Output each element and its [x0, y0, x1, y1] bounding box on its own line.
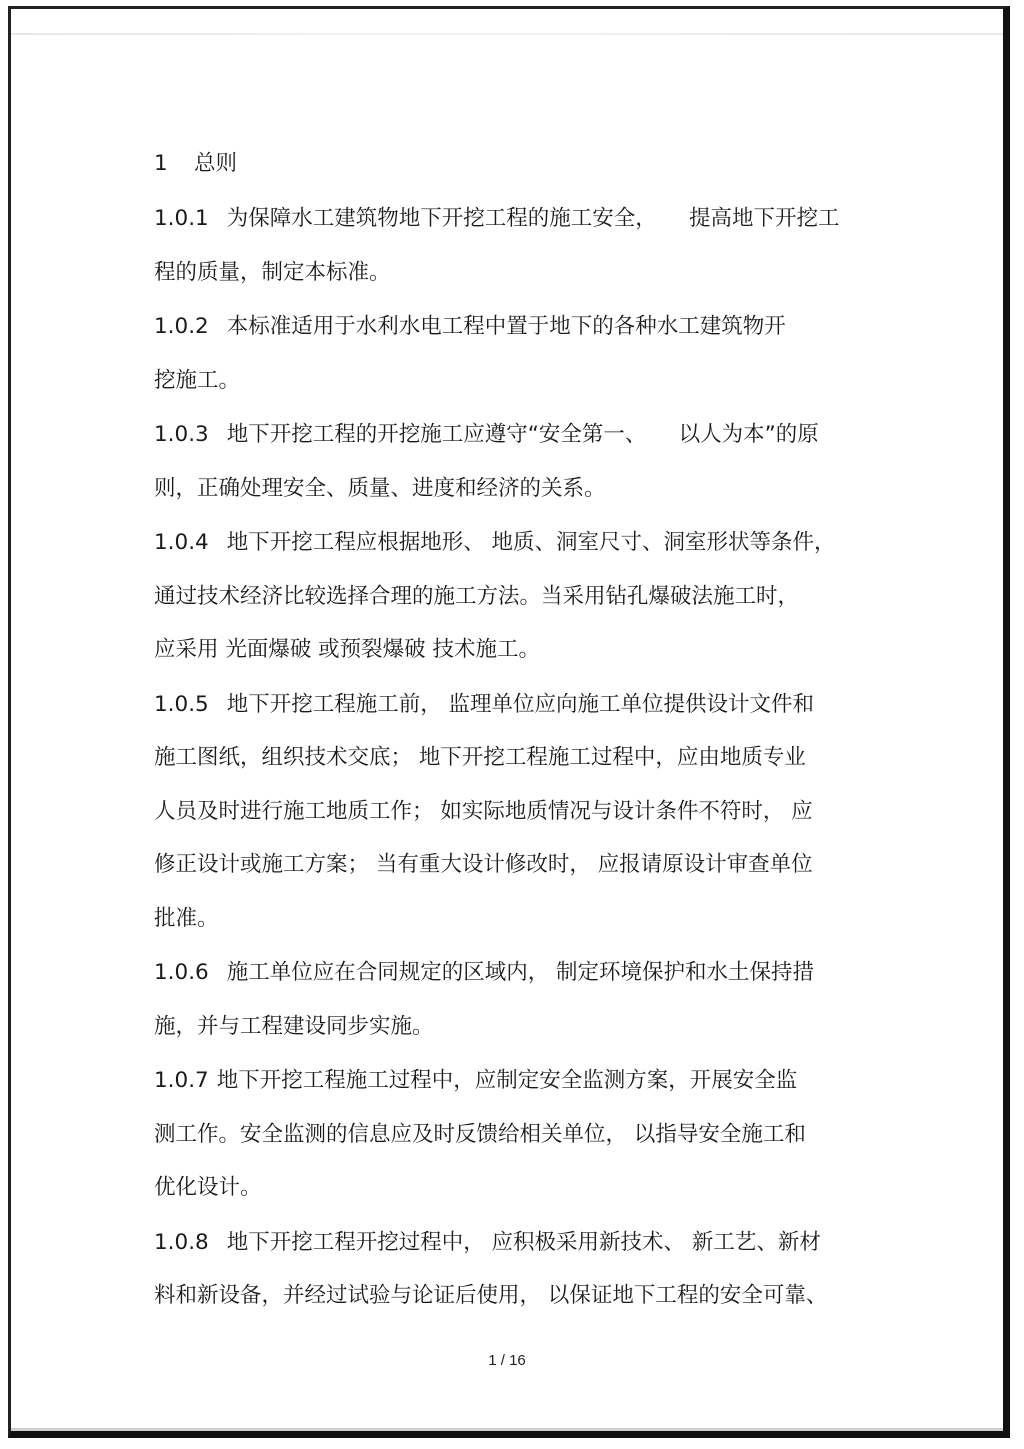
- clause-text-line: 地下开挖工程的开挖施工应遵守“安全第一、 以人为本”的原: [226, 422, 819, 447]
- clause-text-line: 优化设计。: [154, 1175, 262, 1200]
- clause-text-line: 应采用 光面爆破 或预裂爆破 技术施工。: [154, 637, 541, 662]
- clause-number: 1.0.3: [154, 422, 209, 447]
- clause-text-line: 施，并与工程建设同步实施。: [154, 1013, 434, 1039]
- document-page: [8, 6, 1010, 1438]
- clause-text-line: 地下开挖工程开挖过程中， 应积极采用新技术、 新工艺、新材: [226, 1229, 821, 1255]
- page-indicator: 1 / 16: [488, 1352, 526, 1369]
- clause-number: 1.0.6: [154, 960, 209, 985]
- section-heading: [154, 137, 894, 191]
- clause-1-0-3: [154, 408, 894, 515]
- clause-1-0-8: [154, 1216, 894, 1323]
- clause-text-line: 地下开挖工程应根据地形、 地质、洞室尺寸、洞室形状等条件，: [226, 530, 836, 555]
- clause-text-line: 修正设计或施工方案； 当有重大设计修改时， 应报请原设计审查单位: [154, 852, 813, 877]
- clause-number: 1.0.2: [154, 314, 209, 339]
- clause-1-0-2: [154, 300, 894, 407]
- header-rule: [11, 33, 1003, 35]
- clause-1-0-7: [154, 1054, 894, 1215]
- clause-1-0-5: [154, 678, 894, 946]
- document-body: [154, 137, 894, 1323]
- clause-text-line: 通过技术经济比较选择合理的施工方法。当采用钻孔爆破法施工时，: [154, 583, 800, 609]
- clause-text-line: 则，正确处理安全、质量、进度和经济的关系。: [154, 475, 606, 501]
- clause-text-line: 本标准适用于水利水电工程中置于地下的各种水工建筑物开: [226, 314, 786, 339]
- page-bottom-edge: [11, 1428, 1003, 1431]
- section-number: 1: [154, 151, 168, 176]
- clause-text-line: 施工单位应在合同规定的区域内， 制定环境保护和水土保持措: [226, 960, 815, 985]
- clause-number: 1.0.5: [154, 691, 209, 717]
- clause-text-line: 为保障水工建筑物地下开挖工程的施工安全， 提高地下开挖工: [226, 206, 840, 231]
- clause-text-line: 地下开挖工程施工过程中，应制定安全监测方案，开展安全监: [216, 1068, 798, 1093]
- clause-number: 1.0.1: [154, 206, 209, 231]
- clause-text-line: 人员及时进行施工地质工作； 如实际地质情况与设计条件不符时， 应: [154, 798, 813, 824]
- clause-1-0-6: [154, 946, 894, 1053]
- clause-1-0-4: [154, 516, 894, 677]
- clause-1-0-1: [154, 192, 894, 299]
- clause-text-line: 地下开挖工程施工前， 监理单位应向施工单位提供设计文件和: [226, 691, 815, 717]
- clause-text-line: 挖施工。: [154, 367, 241, 393]
- clause-text-line: 料和新设备，并经过试验与论证后使用， 以保证地下工程的安全可靠、: [154, 1283, 828, 1308]
- section-title: 总则: [194, 151, 238, 176]
- clause-number: 1.0.8: [154, 1229, 209, 1255]
- clause-text-line: 程的质量，制定本标准。: [154, 259, 391, 285]
- clause-text-line: 施工图纸，组织技术交底； 地下开挖工程施工过程中，应由地质专业: [154, 745, 806, 770]
- clause-number: 1.0.7: [154, 1068, 209, 1093]
- clause-text-line: 测工作。安全监测的信息应及时反馈给相关单位， 以指导安全施工和: [154, 1121, 806, 1147]
- clause-text-line: 批准。: [154, 905, 219, 931]
- clause-number: 1.0.4: [154, 530, 209, 555]
